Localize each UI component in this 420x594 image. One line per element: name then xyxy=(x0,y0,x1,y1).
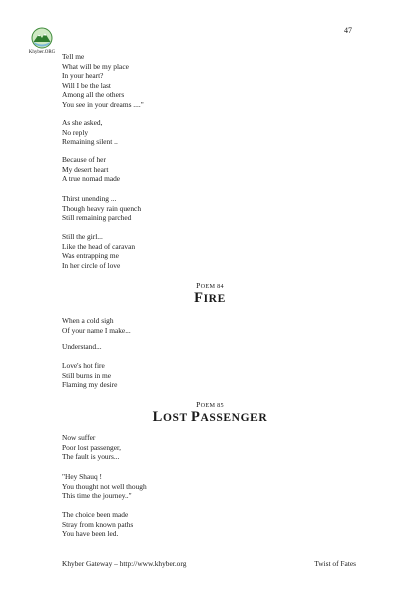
verse-line: Of your name I make... xyxy=(62,325,131,335)
stanza xyxy=(62,316,131,335)
verse-line: The fault is yours... xyxy=(62,452,120,461)
verse-line: Will I be the last xyxy=(62,80,111,90)
verse-line: Though heavy rain quench xyxy=(62,203,142,213)
verse-line: As she asked, xyxy=(62,118,103,127)
page-number: 47 xyxy=(344,26,352,35)
verse-line: You see in your dreams ...." xyxy=(62,99,144,109)
verse-line: Stray from known paths xyxy=(62,519,134,529)
verse-line: Was entrapping me xyxy=(62,251,119,260)
verse-line: Flaming my desire xyxy=(62,380,118,389)
verse-line: Tell me xyxy=(62,52,85,61)
verse-line: Understand... xyxy=(62,342,102,351)
stanza xyxy=(62,52,144,109)
stanza xyxy=(62,472,147,501)
verse-line: Love's hot fire xyxy=(62,361,105,370)
logo-text: Khyber.ORG xyxy=(28,50,56,55)
verse-line: In her circle of love xyxy=(62,260,121,270)
stanza xyxy=(62,433,121,462)
verse-line: Poor lost passenger, xyxy=(62,442,122,452)
stanza xyxy=(62,194,141,223)
verse-line: The choice been made xyxy=(62,510,129,519)
stanza xyxy=(62,232,135,270)
verse-line: Now suffer xyxy=(62,433,96,442)
verse-line: Because of her xyxy=(62,155,106,164)
verse-line: Among all the others xyxy=(62,90,125,99)
verse-line: Remaining silent .. xyxy=(62,137,118,146)
stanza xyxy=(62,342,102,352)
stanza xyxy=(62,510,133,539)
verse-line: Still burns in me xyxy=(62,370,112,380)
verse-line: No reply xyxy=(62,127,89,137)
poem-number-label: POEM 85 xyxy=(196,400,224,409)
poem-number-label: POEM 84 xyxy=(196,281,224,290)
mountain-globe-icon xyxy=(31,27,53,49)
verse-line: You have been led. xyxy=(62,529,119,538)
verse-line: You thought not well though xyxy=(62,481,147,491)
verse-line: In your heart? xyxy=(62,71,104,80)
poem-title: FIRE xyxy=(194,290,226,306)
verse-line: This time the journey.." xyxy=(62,491,132,500)
verse-line: Thirst unending ... xyxy=(62,194,117,203)
verse-line: A true nomad made xyxy=(62,174,121,183)
poem-title: LOST PASSENGER xyxy=(152,409,268,425)
verse-line: My desert heart xyxy=(62,164,109,174)
footer-book-title: Twist of Fates xyxy=(314,559,356,568)
verse-line: Still the girl... xyxy=(62,232,103,241)
verse-line: What will be my place xyxy=(62,61,129,71)
footer-site-link[interactable]: Khyber Gateway – http://www.khyber.org xyxy=(62,559,187,568)
verse-line: Like the head of caravan xyxy=(62,241,136,251)
stanza xyxy=(62,118,118,147)
stanza xyxy=(62,155,120,184)
khyber-logo[interactable] xyxy=(26,27,58,55)
verse-line: "Hey Shauq ! xyxy=(62,472,102,481)
verse-line: Still remaining parched xyxy=(62,213,132,222)
verse-line: When a cold sigh xyxy=(62,316,114,325)
stanza xyxy=(62,361,117,390)
